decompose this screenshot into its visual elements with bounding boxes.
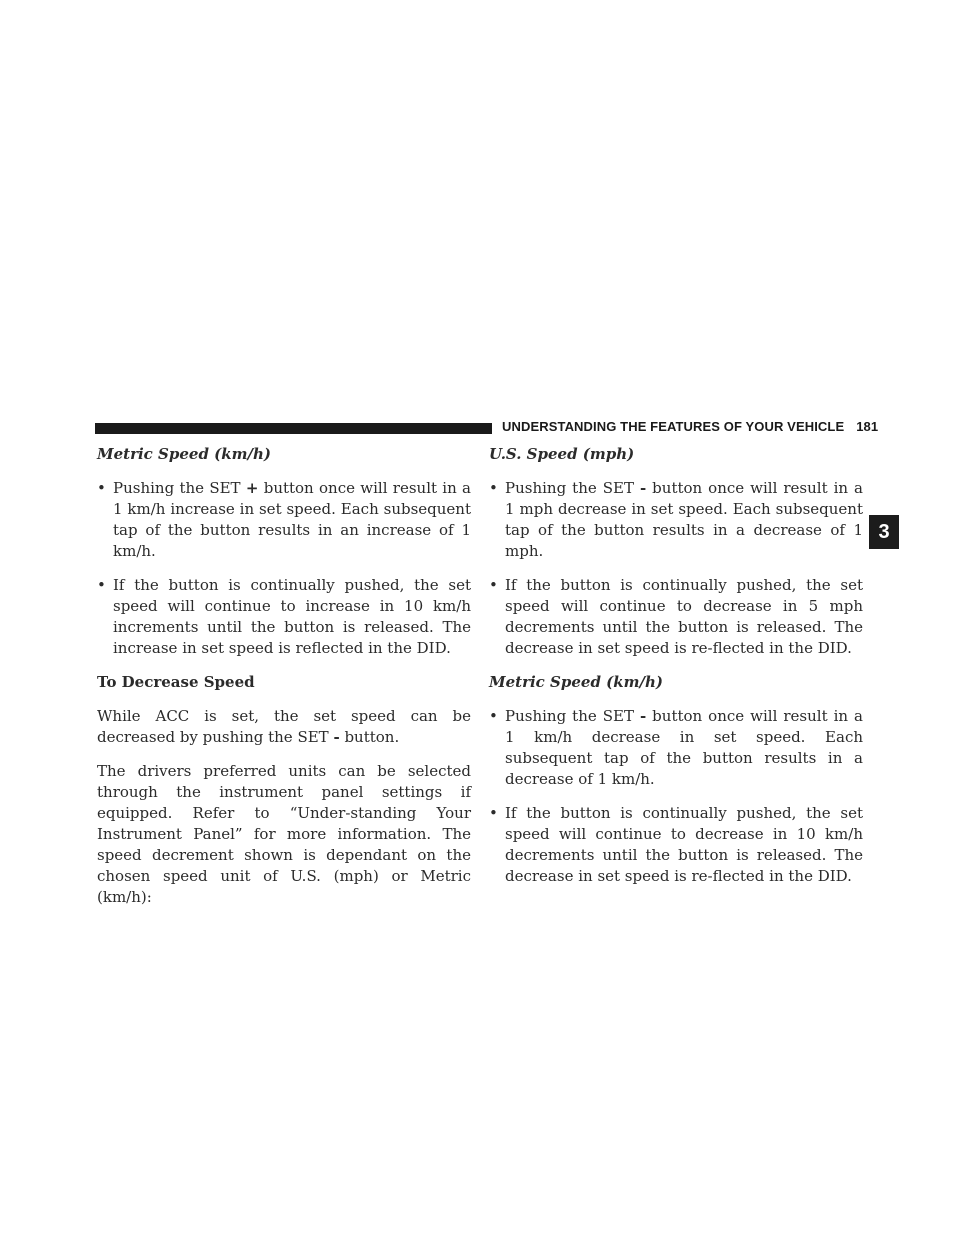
- minus-symbol: -: [639, 479, 647, 497]
- bullet-text: button once will result in a 1 mph decrease in set speed. Each subsequent tap of the button results in a decrease of 1 mph.: [505, 479, 863, 560]
- plus-symbol: +: [245, 479, 259, 497]
- us-decrease-list: [489, 478, 863, 659]
- list-item: [489, 803, 863, 887]
- paragraph-text: button.: [339, 728, 400, 746]
- header-rule: [95, 423, 492, 434]
- minus-symbol: -: [639, 707, 647, 725]
- metric-increase-heading: Metric Speed (km/h): [97, 445, 271, 463]
- metric-increase-list: [97, 478, 471, 659]
- bullet-text: button once will result in a 1 km/h increase in set speed. Each subsequent tap of the button results in an increase of 1 km/h.: [113, 479, 471, 560]
- bullet-text: If the button is continually pushed, the set speed will continue to decrease in 10 km/h decrements until the button is released. The decrease in set speed is re-flected in the DID.: [505, 804, 863, 885]
- running-header: [502, 419, 879, 434]
- metric-decrease-list: [489, 706, 863, 887]
- section-title: UNDERSTANDING THE FEATURES OF YOUR VEHICLE: [502, 419, 845, 434]
- bullet-glyph: •: [489, 804, 498, 822]
- right-column: [489, 444, 863, 900]
- decrease-heading: To Decrease Speed: [97, 673, 255, 691]
- bullet-glyph: •: [489, 576, 498, 594]
- paragraph-text: While ACC is set, the set speed can be decreased by pushing the SET: [97, 707, 471, 746]
- chapter-tab: 3: [869, 515, 899, 549]
- list-item: [97, 575, 471, 659]
- bullet-text: Pushing the SET: [505, 707, 640, 725]
- units-paragraph: The drivers preferred units can be selected through the instrument panel settings if equipped. Refer to “Under-standing Your Instrument Panel” for more information. The speed decrement shown is dependant on the chosen speed unit of U.S. (mph) or Metric (km/h):: [97, 762, 471, 906]
- bullet-text: If the button is continually pushed, the set speed will continue to increase in 10 km/h increments until the button is released. The increase in set speed is reflected in the DID.: [113, 576, 471, 657]
- page-number: 181: [856, 419, 879, 434]
- bullet-text: If the button is continually pushed, the set speed will continue to decrease in 5 mph decrements until the button is released. The decrease in set speed is re-flected in the DID.: [505, 576, 863, 657]
- list-item: [489, 575, 863, 659]
- bullet-text: button once will result in a 1 km/h decrease in set speed. Each subsequent tap of the button results in a decrease of 1 km/h.: [505, 707, 863, 788]
- bullet-glyph: •: [489, 479, 498, 497]
- bullet-glyph: •: [97, 576, 106, 594]
- list-item: [489, 478, 863, 562]
- bullet-glyph: •: [489, 707, 498, 725]
- list-item: [489, 706, 863, 790]
- list-item: [97, 478, 471, 562]
- bullet-text: Pushing the SET: [113, 479, 246, 497]
- bullet-glyph: •: [97, 479, 106, 497]
- minus-symbol: -: [333, 728, 340, 746]
- metric-decrease-heading: Metric Speed (km/h): [489, 673, 663, 691]
- us-decrease-heading: U.S. Speed (mph): [489, 445, 635, 463]
- decrease-paragraph: [97, 706, 471, 748]
- bullet-text: Pushing the SET: [505, 479, 640, 497]
- left-column: [97, 444, 471, 921]
